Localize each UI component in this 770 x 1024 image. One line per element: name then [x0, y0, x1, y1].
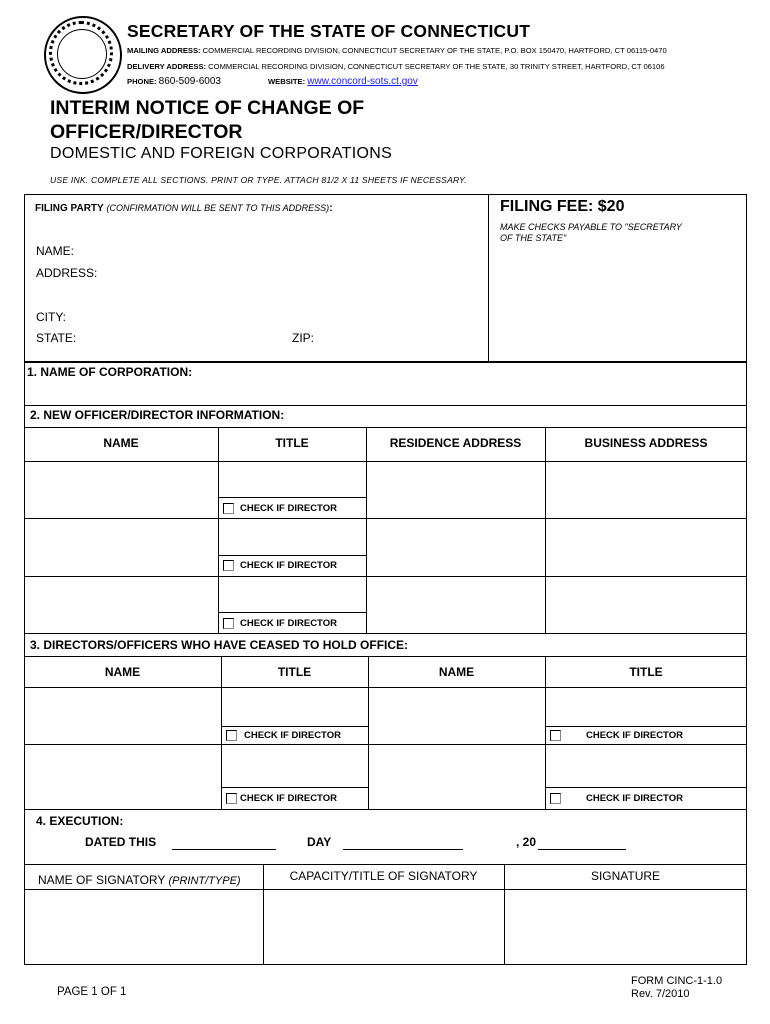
director-checkbox-ceased-4[interactable]: [550, 793, 561, 804]
dated-this-line[interactable]: [172, 849, 276, 850]
section3-header-rule: [24, 656, 747, 657]
filing-party-heading: [35, 203, 333, 214]
director-checkbox-label: CHECK IF DIRECTOR: [240, 618, 337, 629]
filing-name-label: NAME:: [36, 244, 75, 258]
filing-party-colon: :: [329, 203, 333, 214]
filing-fee-note-line2: OF THE STATE": [500, 233, 567, 243]
form-subtitle: DOMESTIC AND FOREIGN CORPORATIONS: [50, 145, 393, 162]
section2-header-rule: [24, 427, 747, 428]
delivery-address-label: DELIVERY ADDRESS:: [127, 62, 207, 71]
section3-col-name-2: NAME: [438, 665, 475, 679]
day-line[interactable]: [343, 849, 463, 850]
section2-row1-rule: [24, 518, 747, 519]
section2-col-residence: RESIDENCE ADDRESS: [389, 436, 522, 450]
filing-fee-note: [500, 222, 682, 244]
section2-title-split3: [218, 612, 366, 613]
phone-line: [127, 76, 221, 87]
director-checkbox-new-3[interactable]: [223, 618, 234, 629]
mailing-address-label: MAILING ADDRESS:: [127, 46, 201, 55]
form-number-block: [631, 975, 722, 1001]
signatory-name-heading: [38, 873, 241, 887]
director-checkbox-label: CHECK IF DIRECTOR: [240, 793, 337, 804]
section2-label: 2. NEW OFFICER/DIRECTOR INFORMATION:: [30, 408, 285, 422]
day-label: DAY: [307, 835, 332, 849]
section4-signatory-rule: [24, 864, 747, 865]
director-checkbox-new-2[interactable]: [223, 560, 234, 571]
signatory-name-note: (PRINT/TYPE): [168, 875, 241, 887]
section3-col-name-1: NAME: [104, 665, 141, 679]
filing-divider: [488, 194, 489, 362]
filing-zip-label: ZIP:: [292, 331, 315, 345]
website-label: WEBSITE:: [268, 77, 306, 86]
director-checkbox-ceased-1[interactable]: [226, 730, 237, 741]
phone-label: PHONE:: [127, 77, 157, 86]
section2-col-business: BUSINESS ADDRESS: [584, 436, 708, 450]
form-title-line2: OFFICER/DIRECTOR: [50, 121, 243, 143]
page-number: PAGE 1 OF 1: [57, 986, 127, 998]
form-number: FORM CINC-1-1.0: [631, 975, 723, 987]
section1-label: 1. NAME OF CORPORATION:: [27, 365, 193, 379]
seal-center: [57, 29, 107, 79]
section2-row2-rule: [24, 576, 747, 577]
section3-col-title-2: TITLE: [629, 665, 663, 679]
section2-col-divider3: [545, 427, 546, 633]
signatory-name-label: NAME OF SIGNATORY: [38, 873, 166, 887]
filing-party-note: (CONFIRMATION WILL BE SENT TO THIS ADDRESS): [106, 203, 330, 213]
section2-colhead-rule: [24, 461, 747, 462]
phone-number: 860-509-6003: [158, 76, 221, 87]
section3-colhead-rule: [24, 687, 747, 688]
section2-col-divider1: [218, 427, 219, 633]
year-label: , 20: [516, 835, 537, 849]
director-checkbox-ceased-3[interactable]: [226, 793, 237, 804]
filing-party-label: FILING PARTY: [35, 203, 104, 214]
form-title-line1: INTERIM NOTICE OF CHANGE OF: [50, 97, 365, 119]
section3-title-split3: [545, 726, 747, 727]
website-line: [268, 76, 418, 87]
section2-col-name: NAME: [103, 436, 139, 450]
section3-row2-rule: [24, 809, 747, 810]
state-seal-logo: [44, 16, 122, 94]
director-checkbox-label: CHECK IF DIRECTOR: [244, 730, 341, 741]
director-checkbox-label: CHECK IF DIRECTOR: [240, 503, 337, 514]
section3-row1-rule: [24, 744, 747, 745]
form-revision: Rev. 7/2010: [631, 988, 690, 1000]
filing-address-label: ADDRESS:: [36, 266, 98, 280]
year-line[interactable]: [538, 849, 626, 850]
delivery-address: COMMERCIAL RECORDING DIVISION, CONNECTICUT SECRETARY OF THE STATE, 30 TRINITY STREET, HARTFORD, CT 06106: [208, 62, 665, 71]
filing-city-label: CITY:: [36, 310, 67, 324]
form-instructions: USE INK. COMPLETE ALL SECTIONS. PRINT OR TYPE. ATTACH 81/2 X 11 SHEETS IF NECESSARY.: [50, 175, 467, 185]
section3-title-split4: [545, 787, 747, 788]
director-checkbox-label: CHECK IF DIRECTOR: [586, 793, 683, 804]
filing-state-label: STATE:: [36, 331, 77, 345]
form-title: [50, 96, 364, 144]
director-checkbox-ceased-2[interactable]: [550, 730, 561, 741]
website-link[interactable]: www.concord-sots.ct.gov: [307, 76, 418, 87]
director-checkbox-label: CHECK IF DIRECTOR: [240, 560, 337, 571]
agency-title: SECRETARY OF THE STATE OF CONNECTICUT: [127, 21, 531, 41]
section3-col-title-1: TITLE: [277, 665, 312, 679]
signatory-capacity-label: CAPACITY/TITLE OF SIGNATORY: [289, 869, 478, 883]
director-checkbox-new-1[interactable]: [223, 503, 234, 514]
section3-title-split1: [221, 726, 368, 727]
filing-fee-note-line1: MAKE CHECKS PAYABLE TO "SECRETARY: [500, 222, 682, 232]
section2-row3-rule: [24, 633, 747, 634]
section4-label: 4. EXECUTION:: [36, 814, 124, 828]
section2-col-title: TITLE: [275, 436, 309, 450]
director-checkbox-label: CHECK IF DIRECTOR: [586, 730, 683, 741]
dated-this-label: DATED THIS: [85, 835, 157, 849]
delivery-address-line: [127, 62, 665, 71]
mailing-address: COMMERCIAL RECORDING DIVISION, CONNECTICUT SECRETARY OF THE STATE, P.O. BOX 150470, HARTFORD, CT 06115-0470: [202, 46, 667, 55]
section2-title-split2: [218, 555, 366, 556]
filing-party-box: [24, 194, 747, 362]
section2-col-divider2: [366, 427, 367, 633]
section1-bottom-rule: [24, 405, 747, 406]
filing-fee-title: FILING FEE: $20: [500, 198, 625, 215]
section3-label: 3. DIRECTORS/OFFICERS WHO HAVE CEASED TO HOLD OFFICE:: [30, 638, 409, 652]
section4-colhead-rule: [24, 889, 747, 890]
mailing-address-line: [127, 46, 667, 55]
section2-title-split1: [218, 497, 366, 498]
signature-label: SIGNATURE: [590, 869, 661, 883]
section3-title-split2: [221, 787, 368, 788]
